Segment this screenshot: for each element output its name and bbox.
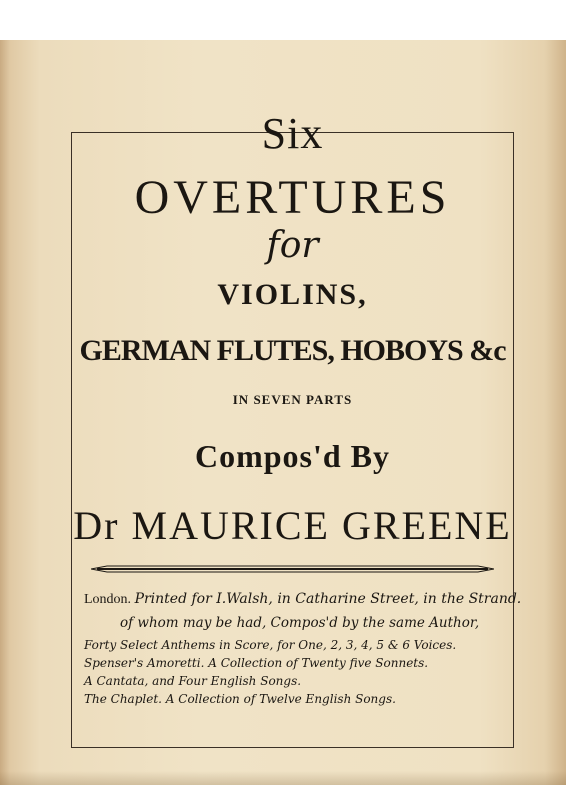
work-item: The Chaplet. A Collection of Twelve English Songs. bbox=[84, 691, 396, 706]
imprint-block bbox=[84, 591, 522, 711]
composer-honorific: Dr bbox=[73, 503, 120, 548]
work-item: Spenser's Amoretti. A Collection of Twenty five Sonnets. bbox=[84, 655, 429, 670]
title-six: Six bbox=[261, 109, 324, 158]
title-violins: VIOLINS, bbox=[217, 278, 368, 311]
composed-by: Compos'd By bbox=[194, 438, 391, 474]
title-parts: IN SEVEN PARTS bbox=[232, 392, 353, 407]
composer-name bbox=[71, 502, 514, 549]
imprint-place: London. bbox=[84, 592, 132, 607]
work-item: Forty Select Anthems in Score, for One, 2, 3, 4, 5 & 6 Voices. bbox=[84, 637, 457, 652]
imprint-printed-for: Printed for I.Walsh, in Catharine Street, in the Strand. bbox=[134, 591, 522, 607]
work-item: A Cantata, and Four English Songs. bbox=[84, 673, 302, 688]
ornamental-rule bbox=[91, 565, 494, 573]
title-instruments: GERMAN FLUTES, HOBOYS &c bbox=[79, 334, 506, 367]
composer-surname: MAURICE GREENE bbox=[131, 503, 512, 548]
title-for: for bbox=[266, 225, 319, 266]
imprint-note: of whom may be had, Compos'd by the same Author, bbox=[120, 615, 480, 631]
imprint-publisher bbox=[84, 591, 522, 607]
title-overtures: OVERTURES bbox=[134, 171, 451, 224]
